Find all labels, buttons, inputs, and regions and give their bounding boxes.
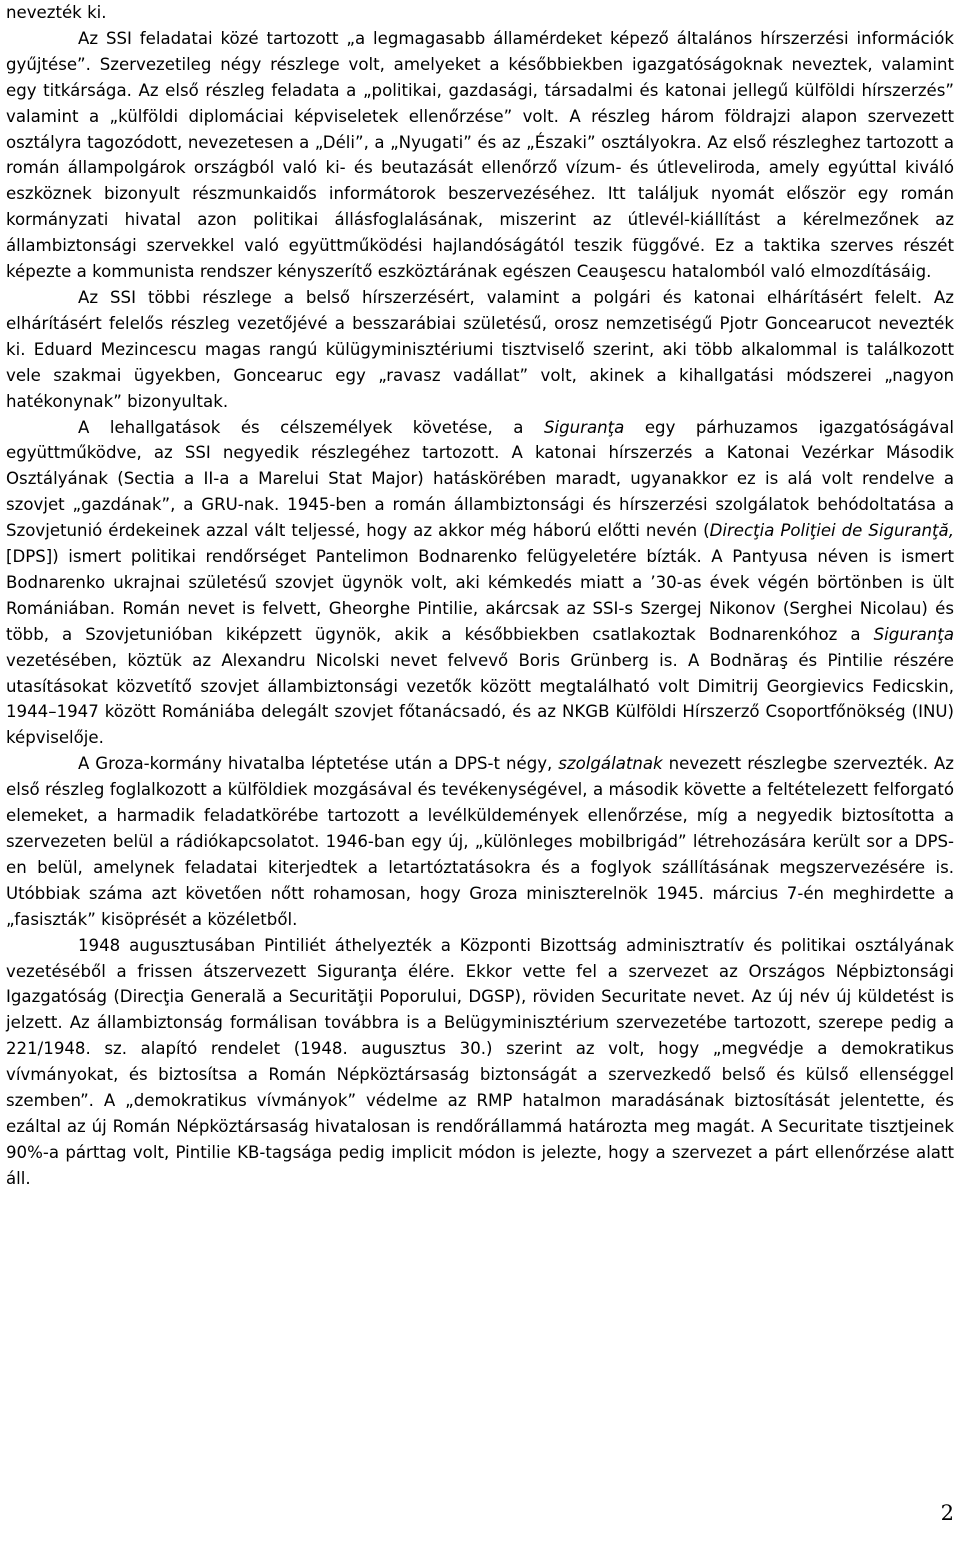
text-run: egy párhuzamos igazgatóságával együttműködve, az SSI negyedik részlegéhez tartozott. A katonai hírszerzés a Katonai Vezérkar Második Osztályának (Sectia a II-a a Marelui Stat Major) hatáskörében maradt, ugyanakkor ez is alá volt rendelve a szovjet „gazdának”, a GRU-nak. 1945-ben a román állambiztonsági és hírszerzési szolgálatok behódoltatása a Szovjetunió érdekeinek azzal vált teljessé, hogy az akkor még háború előtti nevén ( — [6, 417, 954, 541]
text-run: 1948 augusztusában Pintiliét áthelyezték a Központi Bizottság adminisztratív és politikai osztályának vezetéséből a frissen átszervezett Siguranţa élére. Ekkor vette fel a szervezet az Országos Népbiztonsági Igazgatóság (Direcţia Generală a Securităţii Poporului, DGSP), röviden Securitate nevet. Az új név új küldetést is jelzett. Az állambiztonság formálisan továbbra is a Belügyminisztérium szervezetébe tartozott, szerepe pedig a 221/1948. sz. alapító rendelet (1948. augusztus 30.) szerint az volt, hogy „megvédje a demokratikus vívmányokat, és biztosítsa a Román Népköztársaság biztonságát a szervezkedő belső és külső ellenséggel szemben”. A „demokratikus vívmányok” védelme az RMP hatalmon maradásának biztosítását jelentette, és ezáltal az új Román Népköztársaság hivatalosan is rendőrállammá határozta meg magát. A Securitate tisztjeinek 90%-a párttag volt, Pintilie KB-tagsága pedig implicit módon is jelezte, hogy a szervezet a párt ellenőrzése alatt áll. — [6, 935, 954, 1188]
italic-text-run: Siguranţa — [873, 624, 954, 644]
page-number: 2 — [940, 1501, 954, 1525]
document-body — [6, 0, 954, 1192]
italic-text-run: szolgálatnak — [558, 754, 663, 774]
text-run: nevezett részlegbe szervezték. Az első részleg foglalkozott a külföldiek mozgásával és tevékenységével, a második követte a feltételezett felforgató elemeket, a harmadik feladatkörébe tartozott a levélküldemények ellenőrzése, míg a negyedik biztosította a szervezeten belül a rádiókapcsolatot. 1946-ban egy új, „különleges mobilbrigád” létrehozására került sor a DPS-en belül, amelynek feladatai kiterjedtek a letartóztatásokra és a foglyok szállításának megszervezésére is. Utóbbiak száma azt követően nőtt rohamosan, hogy Groza miniszterelnök 1945. március 7-én meghirdette a „fasiszták” kisöprését a közéletből. — [6, 754, 954, 929]
text-run: Az SSI feladatai közé tartozott „a legmagasabb államérdeket képező általános hírszerzési információk gyűjtése”. Szervezetileg négy részlege volt, amelyeket a későbbiekben igazgatóságoknak neveztek, valamint egy titkársága. Az első részleg feladata a „politikai, gazdasági, társadalmi és katonai jellegű külföldi hírszerzés” valamint a „külföldi diplomáciai képviseletek ellenőrzése” volt. A részleg három földrajzi alapon szervezett osztályra tagozódott, nevezetesen a „Déli”, a „Nyugati” és az „Északi” osztályokra. Az első részleghez tartozott a román állampolgárok országból való ki- és beutazását ellenőrző vízum- és útleveliroda, amely egyúttal kiváló eszköznek bizonyult részmunkaidős informátorok beszervezéséhez. Itt találjuk nyomát először egy román kormányzati hivatal azon politikai állásfoglalásának, miszerint az útlevél-kiállítást a kérelmezőnek az állambiztonsági szervekkel való együttműködési hajlandóságától teszik függővé. Ez a taktika szerves részét képezte a kommunista rendszer kényszerítő eszköztárának egészen Ceauşescu hatalomból való elmozdításáig. — [6, 28, 954, 282]
text-run: A lehallgatások és célszemélyek követése, a — [78, 417, 544, 437]
italic-text-run: Siguranţa — [543, 417, 625, 437]
paragraph-3 — [6, 415, 954, 752]
paragraph-2 — [6, 285, 954, 415]
italic-text-run: Direcţia Poliţiei de Siguranţă, — [709, 521, 954, 541]
paragraph-4 — [6, 751, 954, 932]
text-run: A Groza-kormány hivatalba léptetése után a DPS-t négy, — [78, 754, 559, 774]
text-run: vezetésében, köztük az Alexandru Nicolski nevet felvevő Boris Grünberg is. A Bodnăraş és Pintilie részére utasításokat közvetítő szovjet állambiztonsági vezetők között megtalálható volt Dimitrij Georgievics Fedicskin, 1944–1947 között Romániába delegált szovjet főtanácsadó, és az NKGB Külföldi Hírszerző Csoportfőnökség (INU) képviselője. — [6, 650, 954, 748]
text-run: Az SSI többi részlege a belső hírszerzésért, valamint a polgári és katonai elhárításért felelt. Az elhárításért felelős részleg vezetőjévé a besszarábiai születésű, orosz nemzetiségű Pjotr Goncearucot nevezték ki. Eduard Mezincescu magas rangú külügyminisztériumi tisztviselő szerint, aki több alkalommal is találkozott vele szakmai ügyekben, Goncearuc egy „ravasz vadállat” volt, akinek a kihallgatási módszerei „nagyon hatékonynak” bizonyultak. — [6, 287, 954, 411]
paragraph-5 — [6, 933, 954, 1192]
paragraph-0 — [6, 0, 954, 26]
text-run: nevezték ki. — [6, 3, 107, 22]
text-run: [DPS]) ismert politikai rendőrséget Pantelimon Bodnarenko felügyeletére bízták. A Pantyusa néven is ismert Bodnarenko ukrajnai születésű szovjet ügynök volt, aki kémkedés miatt a ’30-as évek végén börtönben is ült Romániában. Román nevet is felvett, Gheorghe Pintilie, akárcsak az SSI-s Szergej Nikonov (Serghei Nicolau) és több, a Szovjetunióban kiképzett ügynök, akik a későbbiekben csatlakoztak Bodnarenkóhoz a — [6, 547, 954, 644]
paragraph-1 — [6, 26, 954, 285]
